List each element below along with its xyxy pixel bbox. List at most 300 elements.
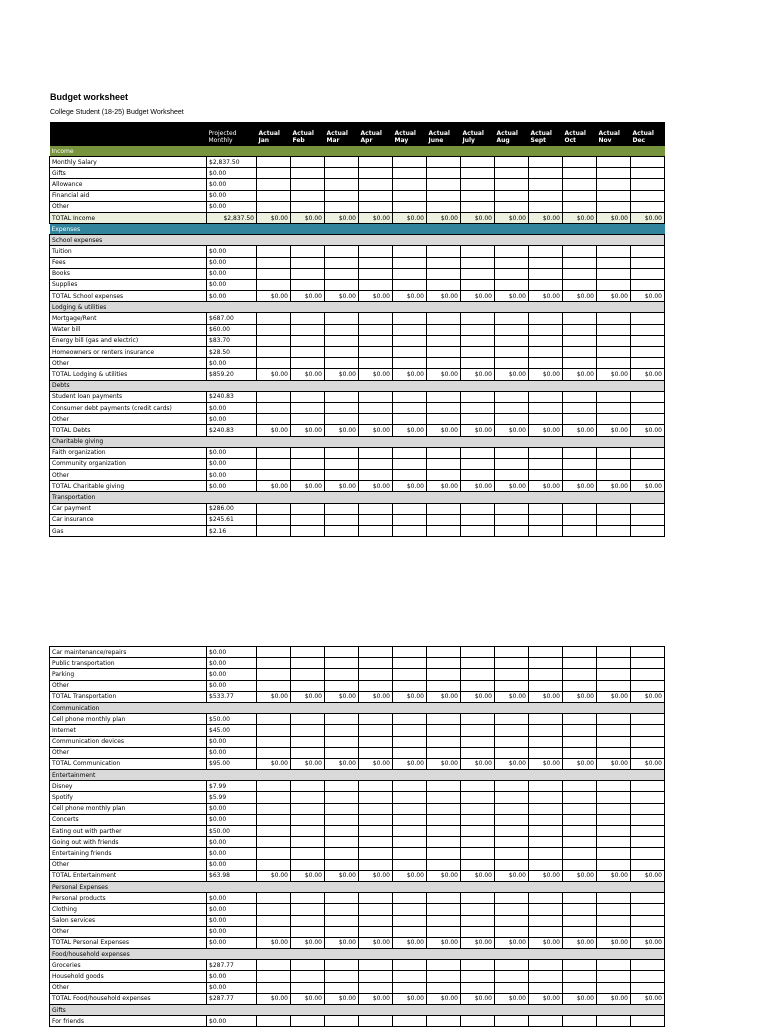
projected-value[interactable]: $0.00 [207,358,257,369]
actual-month-cell[interactable] [495,714,529,725]
actual-month-cell[interactable] [359,447,393,458]
actual-month-cell[interactable] [529,725,563,736]
actual-month-cell[interactable] [529,324,563,335]
actual-month-cell[interactable] [291,848,325,859]
actual-month-cell[interactable] [359,837,393,848]
actual-month-cell[interactable] [359,347,393,358]
actual-month-cell[interactable] [631,157,665,168]
actual-month-cell[interactable] [495,837,529,848]
projected-value[interactable]: $95.00 [207,758,257,769]
actual-month-cell[interactable] [461,1016,495,1027]
actual-month-cell[interactable] [427,725,461,736]
actual-month-cell[interactable] [495,1016,529,1027]
actual-month-cell[interactable] [393,859,427,870]
actual-month-cell[interactable] [495,792,529,803]
actual-month-cell[interactable] [529,168,563,179]
actual-month-cell[interactable] [461,335,495,346]
actual-month-cell[interactable] [257,725,291,736]
actual-month-cell[interactable]: $0.00 [257,758,291,769]
actual-month-cell[interactable] [359,926,393,937]
actual-month-cell[interactable] [461,647,495,658]
actual-month-cell[interactable]: $0.00 [427,870,461,881]
actual-month-cell[interactable] [427,647,461,658]
actual-month-cell[interactable] [325,514,359,525]
actual-month-cell[interactable] [495,971,529,982]
actual-month-cell[interactable] [325,680,359,691]
actual-month-cell[interactable] [427,324,461,335]
actual-month-cell[interactable] [291,526,325,537]
actual-month-cell[interactable] [359,246,393,257]
projected-value[interactable]: $0.00 [207,481,257,492]
projected-value[interactable]: $2,837.50 [207,157,257,168]
actual-month-cell[interactable]: $0.00 [461,481,495,492]
actual-month-cell[interactable] [427,190,461,201]
actual-month-cell[interactable] [563,736,597,747]
actual-month-cell[interactable]: $0.00 [631,993,665,1004]
actual-month-cell[interactable] [461,680,495,691]
actual-month-cell[interactable] [325,781,359,792]
actual-month-cell[interactable] [257,781,291,792]
actual-month-cell[interactable] [427,503,461,514]
actual-month-cell[interactable] [291,324,325,335]
actual-month-cell[interactable] [325,246,359,257]
actual-month-cell[interactable]: $0.00 [359,425,393,436]
actual-month-cell[interactable] [529,904,563,915]
actual-month-cell[interactable] [257,960,291,971]
actual-month-cell[interactable] [393,960,427,971]
actual-month-cell[interactable] [257,246,291,257]
actual-month-cell[interactable] [291,313,325,324]
actual-month-cell[interactable] [597,714,631,725]
actual-month-cell[interactable] [325,971,359,982]
actual-month-cell[interactable] [291,402,325,413]
actual-month-cell[interactable]: $0.00 [597,691,631,702]
actual-month-cell[interactable]: $0.00 [597,758,631,769]
actual-month-cell[interactable]: $0.00 [359,870,393,881]
actual-month-cell[interactable]: $0.00 [495,691,529,702]
actual-month-cell[interactable] [359,179,393,190]
actual-month-cell[interactable] [529,915,563,926]
actual-month-cell[interactable] [461,313,495,324]
actual-month-cell[interactable] [495,514,529,525]
actual-month-cell[interactable] [529,893,563,904]
projected-value[interactable]: $287.77 [207,993,257,1004]
projected-value[interactable]: $0.00 [207,268,257,279]
actual-month-cell[interactable] [427,926,461,937]
actual-month-cell[interactable] [563,246,597,257]
actual-month-cell[interactable]: $0.00 [257,425,291,436]
actual-month-cell[interactable]: $0.00 [495,291,529,302]
actual-month-cell[interactable]: $0.00 [529,870,563,881]
actual-month-cell[interactable] [529,257,563,268]
actual-month-cell[interactable]: $0.00 [427,212,461,223]
actual-month-cell[interactable] [359,915,393,926]
projected-value[interactable]: $0.00 [207,669,257,680]
actual-month-cell[interactable] [359,893,393,904]
actual-month-cell[interactable] [495,982,529,993]
actual-month-cell[interactable] [461,669,495,680]
actual-month-cell[interactable] [597,391,631,402]
actual-month-cell[interactable] [291,781,325,792]
actual-month-cell[interactable] [393,893,427,904]
actual-month-cell[interactable] [257,826,291,837]
actual-month-cell[interactable] [291,747,325,758]
actual-month-cell[interactable] [597,803,631,814]
projected-value[interactable]: $0.00 [207,201,257,212]
actual-month-cell[interactable] [495,725,529,736]
actual-month-cell[interactable]: $0.00 [631,870,665,881]
actual-month-cell[interactable]: $0.00 [529,291,563,302]
actual-month-cell[interactable] [461,157,495,168]
actual-month-cell[interactable] [495,179,529,190]
actual-month-cell[interactable] [359,848,393,859]
actual-month-cell[interactable] [495,747,529,758]
actual-month-cell[interactable] [631,971,665,982]
actual-month-cell[interactable] [325,168,359,179]
projected-value[interactable]: $240.83 [207,391,257,402]
actual-month-cell[interactable] [291,714,325,725]
actual-month-cell[interactable] [257,837,291,848]
actual-month-cell[interactable] [325,157,359,168]
actual-month-cell[interactable] [563,458,597,469]
actual-month-cell[interactable] [359,157,393,168]
actual-month-cell[interactable] [563,792,597,803]
actual-month-cell[interactable] [529,447,563,458]
actual-month-cell[interactable] [325,714,359,725]
actual-month-cell[interactable]: $0.00 [563,291,597,302]
actual-month-cell[interactable] [325,658,359,669]
actual-month-cell[interactable] [257,514,291,525]
actual-month-cell[interactable] [291,792,325,803]
actual-month-cell[interactable] [393,458,427,469]
actual-month-cell[interactable] [325,402,359,413]
actual-month-cell[interactable]: $0.00 [257,481,291,492]
actual-month-cell[interactable] [563,402,597,413]
actual-month-cell[interactable] [529,848,563,859]
actual-month-cell[interactable] [563,915,597,926]
actual-month-cell[interactable] [495,279,529,290]
actual-month-cell[interactable] [495,669,529,680]
actual-month-cell[interactable] [597,257,631,268]
actual-month-cell[interactable] [631,960,665,971]
actual-month-cell[interactable] [631,470,665,481]
actual-month-cell[interactable] [359,781,393,792]
actual-month-cell[interactable] [359,792,393,803]
actual-month-cell[interactable] [393,781,427,792]
actual-month-cell[interactable] [495,893,529,904]
actual-month-cell[interactable] [427,904,461,915]
actual-month-cell[interactable] [359,814,393,825]
actual-month-cell[interactable]: $0.00 [393,212,427,223]
actual-month-cell[interactable] [597,893,631,904]
actual-month-cell[interactable] [461,725,495,736]
actual-month-cell[interactable] [563,1016,597,1027]
actual-month-cell[interactable] [563,279,597,290]
actual-month-cell[interactable] [427,313,461,324]
actual-month-cell[interactable] [461,526,495,537]
actual-month-cell[interactable] [597,982,631,993]
actual-month-cell[interactable] [427,279,461,290]
actual-month-cell[interactable] [427,736,461,747]
actual-month-cell[interactable] [631,458,665,469]
actual-month-cell[interactable] [597,402,631,413]
actual-month-cell[interactable] [563,201,597,212]
projected-value[interactable]: $0.00 [207,937,257,948]
actual-month-cell[interactable] [427,514,461,525]
actual-month-cell[interactable] [325,335,359,346]
actual-month-cell[interactable] [325,201,359,212]
actual-month-cell[interactable] [631,526,665,537]
actual-month-cell[interactable]: $0.00 [597,937,631,948]
actual-month-cell[interactable] [427,391,461,402]
actual-month-cell[interactable]: $0.00 [359,937,393,948]
actual-month-cell[interactable] [597,458,631,469]
actual-month-cell[interactable] [393,246,427,257]
actual-month-cell[interactable]: $0.00 [461,937,495,948]
actual-month-cell[interactable] [257,904,291,915]
actual-month-cell[interactable] [529,503,563,514]
actual-month-cell[interactable] [529,179,563,190]
actual-month-cell[interactable] [631,268,665,279]
actual-month-cell[interactable] [495,347,529,358]
actual-month-cell[interactable] [393,190,427,201]
actual-month-cell[interactable] [563,982,597,993]
actual-month-cell[interactable] [427,447,461,458]
actual-month-cell[interactable] [597,658,631,669]
actual-month-cell[interactable] [393,1016,427,1027]
actual-month-cell[interactable] [461,268,495,279]
projected-value[interactable]: $45.00 [207,725,257,736]
actual-month-cell[interactable] [427,792,461,803]
actual-month-cell[interactable] [563,324,597,335]
actual-month-cell[interactable] [529,658,563,669]
actual-month-cell[interactable] [257,526,291,537]
actual-month-cell[interactable] [461,402,495,413]
actual-month-cell[interactable] [495,402,529,413]
projected-value[interactable]: $5.99 [207,792,257,803]
actual-month-cell[interactable] [563,658,597,669]
projected-value[interactable]: $0.00 [207,904,257,915]
actual-month-cell[interactable] [631,781,665,792]
actual-month-cell[interactable] [495,781,529,792]
actual-month-cell[interactable]: $0.00 [495,758,529,769]
actual-month-cell[interactable]: $0.00 [427,937,461,948]
actual-month-cell[interactable]: $0.00 [563,870,597,881]
actual-month-cell[interactable] [393,658,427,669]
actual-month-cell[interactable]: $0.00 [461,691,495,702]
actual-month-cell[interactable] [563,803,597,814]
actual-month-cell[interactable]: $0.00 [257,993,291,1004]
actual-month-cell[interactable] [529,335,563,346]
actual-month-cell[interactable]: $0.00 [359,993,393,1004]
actual-month-cell[interactable] [325,826,359,837]
actual-month-cell[interactable] [461,358,495,369]
projected-value[interactable]: $287.77 [207,960,257,971]
actual-month-cell[interactable]: $0.00 [291,870,325,881]
projected-value[interactable]: $60.00 [207,324,257,335]
actual-month-cell[interactable] [461,414,495,425]
actual-month-cell[interactable] [359,391,393,402]
actual-month-cell[interactable] [325,982,359,993]
actual-month-cell[interactable] [359,859,393,870]
actual-month-cell[interactable] [461,324,495,335]
actual-month-cell[interactable]: $0.00 [359,758,393,769]
actual-month-cell[interactable] [325,859,359,870]
actual-month-cell[interactable] [631,358,665,369]
actual-month-cell[interactable] [359,1016,393,1027]
actual-month-cell[interactable] [291,680,325,691]
actual-month-cell[interactable]: $0.00 [461,758,495,769]
projected-value[interactable]: $687.00 [207,313,257,324]
actual-month-cell[interactable] [291,658,325,669]
actual-month-cell[interactable] [529,414,563,425]
actual-month-cell[interactable] [291,358,325,369]
actual-month-cell[interactable]: $0.00 [257,212,291,223]
actual-month-cell[interactable] [461,915,495,926]
projected-value[interactable]: $240.83 [207,425,257,436]
projected-value[interactable]: $0.00 [207,179,257,190]
actual-month-cell[interactable] [597,279,631,290]
actual-month-cell[interactable] [291,201,325,212]
actual-month-cell[interactable] [597,826,631,837]
actual-month-cell[interactable] [393,926,427,937]
actual-month-cell[interactable] [495,414,529,425]
actual-month-cell[interactable]: $0.00 [495,937,529,948]
actual-month-cell[interactable]: $0.00 [291,993,325,1004]
actual-month-cell[interactable] [359,335,393,346]
actual-month-cell[interactable] [393,837,427,848]
projected-value[interactable]: $2.16 [207,526,257,537]
actual-month-cell[interactable] [325,190,359,201]
actual-month-cell[interactable]: $0.00 [631,425,665,436]
actual-month-cell[interactable] [597,335,631,346]
actual-month-cell[interactable] [495,680,529,691]
actual-month-cell[interactable] [597,358,631,369]
actual-month-cell[interactable] [291,257,325,268]
actual-month-cell[interactable] [495,503,529,514]
actual-month-cell[interactable] [495,358,529,369]
actual-month-cell[interactable]: $0.00 [461,291,495,302]
actual-month-cell[interactable] [393,747,427,758]
projected-value[interactable]: $0.00 [207,647,257,658]
actual-month-cell[interactable] [257,157,291,168]
projected-value[interactable]: $63.98 [207,870,257,881]
actual-month-cell[interactable]: $0.00 [495,212,529,223]
actual-month-cell[interactable]: $0.00 [325,870,359,881]
actual-month-cell[interactable] [291,391,325,402]
actual-month-cell[interactable]: $0.00 [597,369,631,380]
actual-month-cell[interactable] [291,157,325,168]
actual-month-cell[interactable]: $0.00 [291,481,325,492]
projected-value[interactable]: $0.00 [207,747,257,758]
actual-month-cell[interactable] [529,246,563,257]
actual-month-cell[interactable] [427,414,461,425]
actual-month-cell[interactable] [631,915,665,926]
actual-month-cell[interactable]: $0.00 [563,212,597,223]
actual-month-cell[interactable] [393,335,427,346]
actual-month-cell[interactable] [257,803,291,814]
actual-month-cell[interactable] [291,982,325,993]
actual-month-cell[interactable] [359,647,393,658]
actual-month-cell[interactable] [495,848,529,859]
actual-month-cell[interactable] [563,347,597,358]
actual-month-cell[interactable]: $0.00 [631,212,665,223]
actual-month-cell[interactable] [563,904,597,915]
actual-month-cell[interactable] [597,971,631,982]
actual-month-cell[interactable] [597,904,631,915]
actual-month-cell[interactable] [529,971,563,982]
actual-month-cell[interactable] [631,313,665,324]
actual-month-cell[interactable] [529,190,563,201]
actual-month-cell[interactable]: $0.00 [427,291,461,302]
actual-month-cell[interactable] [393,324,427,335]
actual-month-cell[interactable] [359,971,393,982]
actual-month-cell[interactable] [257,168,291,179]
actual-month-cell[interactable] [393,279,427,290]
actual-month-cell[interactable]: $0.00 [495,993,529,1004]
actual-month-cell[interactable] [495,915,529,926]
actual-month-cell[interactable] [529,747,563,758]
actual-month-cell[interactable]: $0.00 [325,481,359,492]
actual-month-cell[interactable] [257,201,291,212]
actual-month-cell[interactable] [291,414,325,425]
actual-month-cell[interactable] [257,736,291,747]
actual-month-cell[interactable] [257,915,291,926]
actual-month-cell[interactable] [393,814,427,825]
actual-month-cell[interactable] [325,503,359,514]
actual-month-cell[interactable] [495,157,529,168]
actual-month-cell[interactable] [359,736,393,747]
actual-month-cell[interactable]: $0.00 [529,993,563,1004]
actual-month-cell[interactable] [325,915,359,926]
actual-month-cell[interactable]: $0.00 [393,291,427,302]
actual-month-cell[interactable]: $0.00 [393,870,427,881]
actual-month-cell[interactable] [563,781,597,792]
actual-month-cell[interactable] [427,358,461,369]
actual-month-cell[interactable] [359,514,393,525]
actual-month-cell[interactable] [427,179,461,190]
actual-month-cell[interactable] [325,414,359,425]
actual-month-cell[interactable]: $0.00 [257,291,291,302]
actual-month-cell[interactable] [495,470,529,481]
projected-value[interactable]: $0.00 [207,414,257,425]
actual-month-cell[interactable]: $0.00 [597,291,631,302]
actual-month-cell[interactable] [631,837,665,848]
projected-value[interactable]: $50.00 [207,826,257,837]
actual-month-cell[interactable] [325,747,359,758]
actual-month-cell[interactable] [631,246,665,257]
actual-month-cell[interactable]: $0.00 [291,691,325,702]
actual-month-cell[interactable] [291,960,325,971]
projected-value[interactable]: $0.00 [207,803,257,814]
actual-month-cell[interactable] [597,526,631,537]
actual-month-cell[interactable] [563,680,597,691]
actual-month-cell[interactable] [563,926,597,937]
projected-value[interactable]: $0.00 [207,470,257,481]
actual-month-cell[interactable] [529,470,563,481]
actual-month-cell[interactable] [393,179,427,190]
actual-month-cell[interactable] [393,526,427,537]
actual-month-cell[interactable] [495,313,529,324]
actual-month-cell[interactable] [325,837,359,848]
actual-month-cell[interactable]: $0.00 [291,937,325,948]
actual-month-cell[interactable] [597,157,631,168]
actual-month-cell[interactable] [495,246,529,257]
actual-month-cell[interactable]: $0.00 [631,369,665,380]
actual-month-cell[interactable]: $0.00 [529,937,563,948]
actual-month-cell[interactable]: $0.00 [529,481,563,492]
actual-month-cell[interactable] [529,792,563,803]
